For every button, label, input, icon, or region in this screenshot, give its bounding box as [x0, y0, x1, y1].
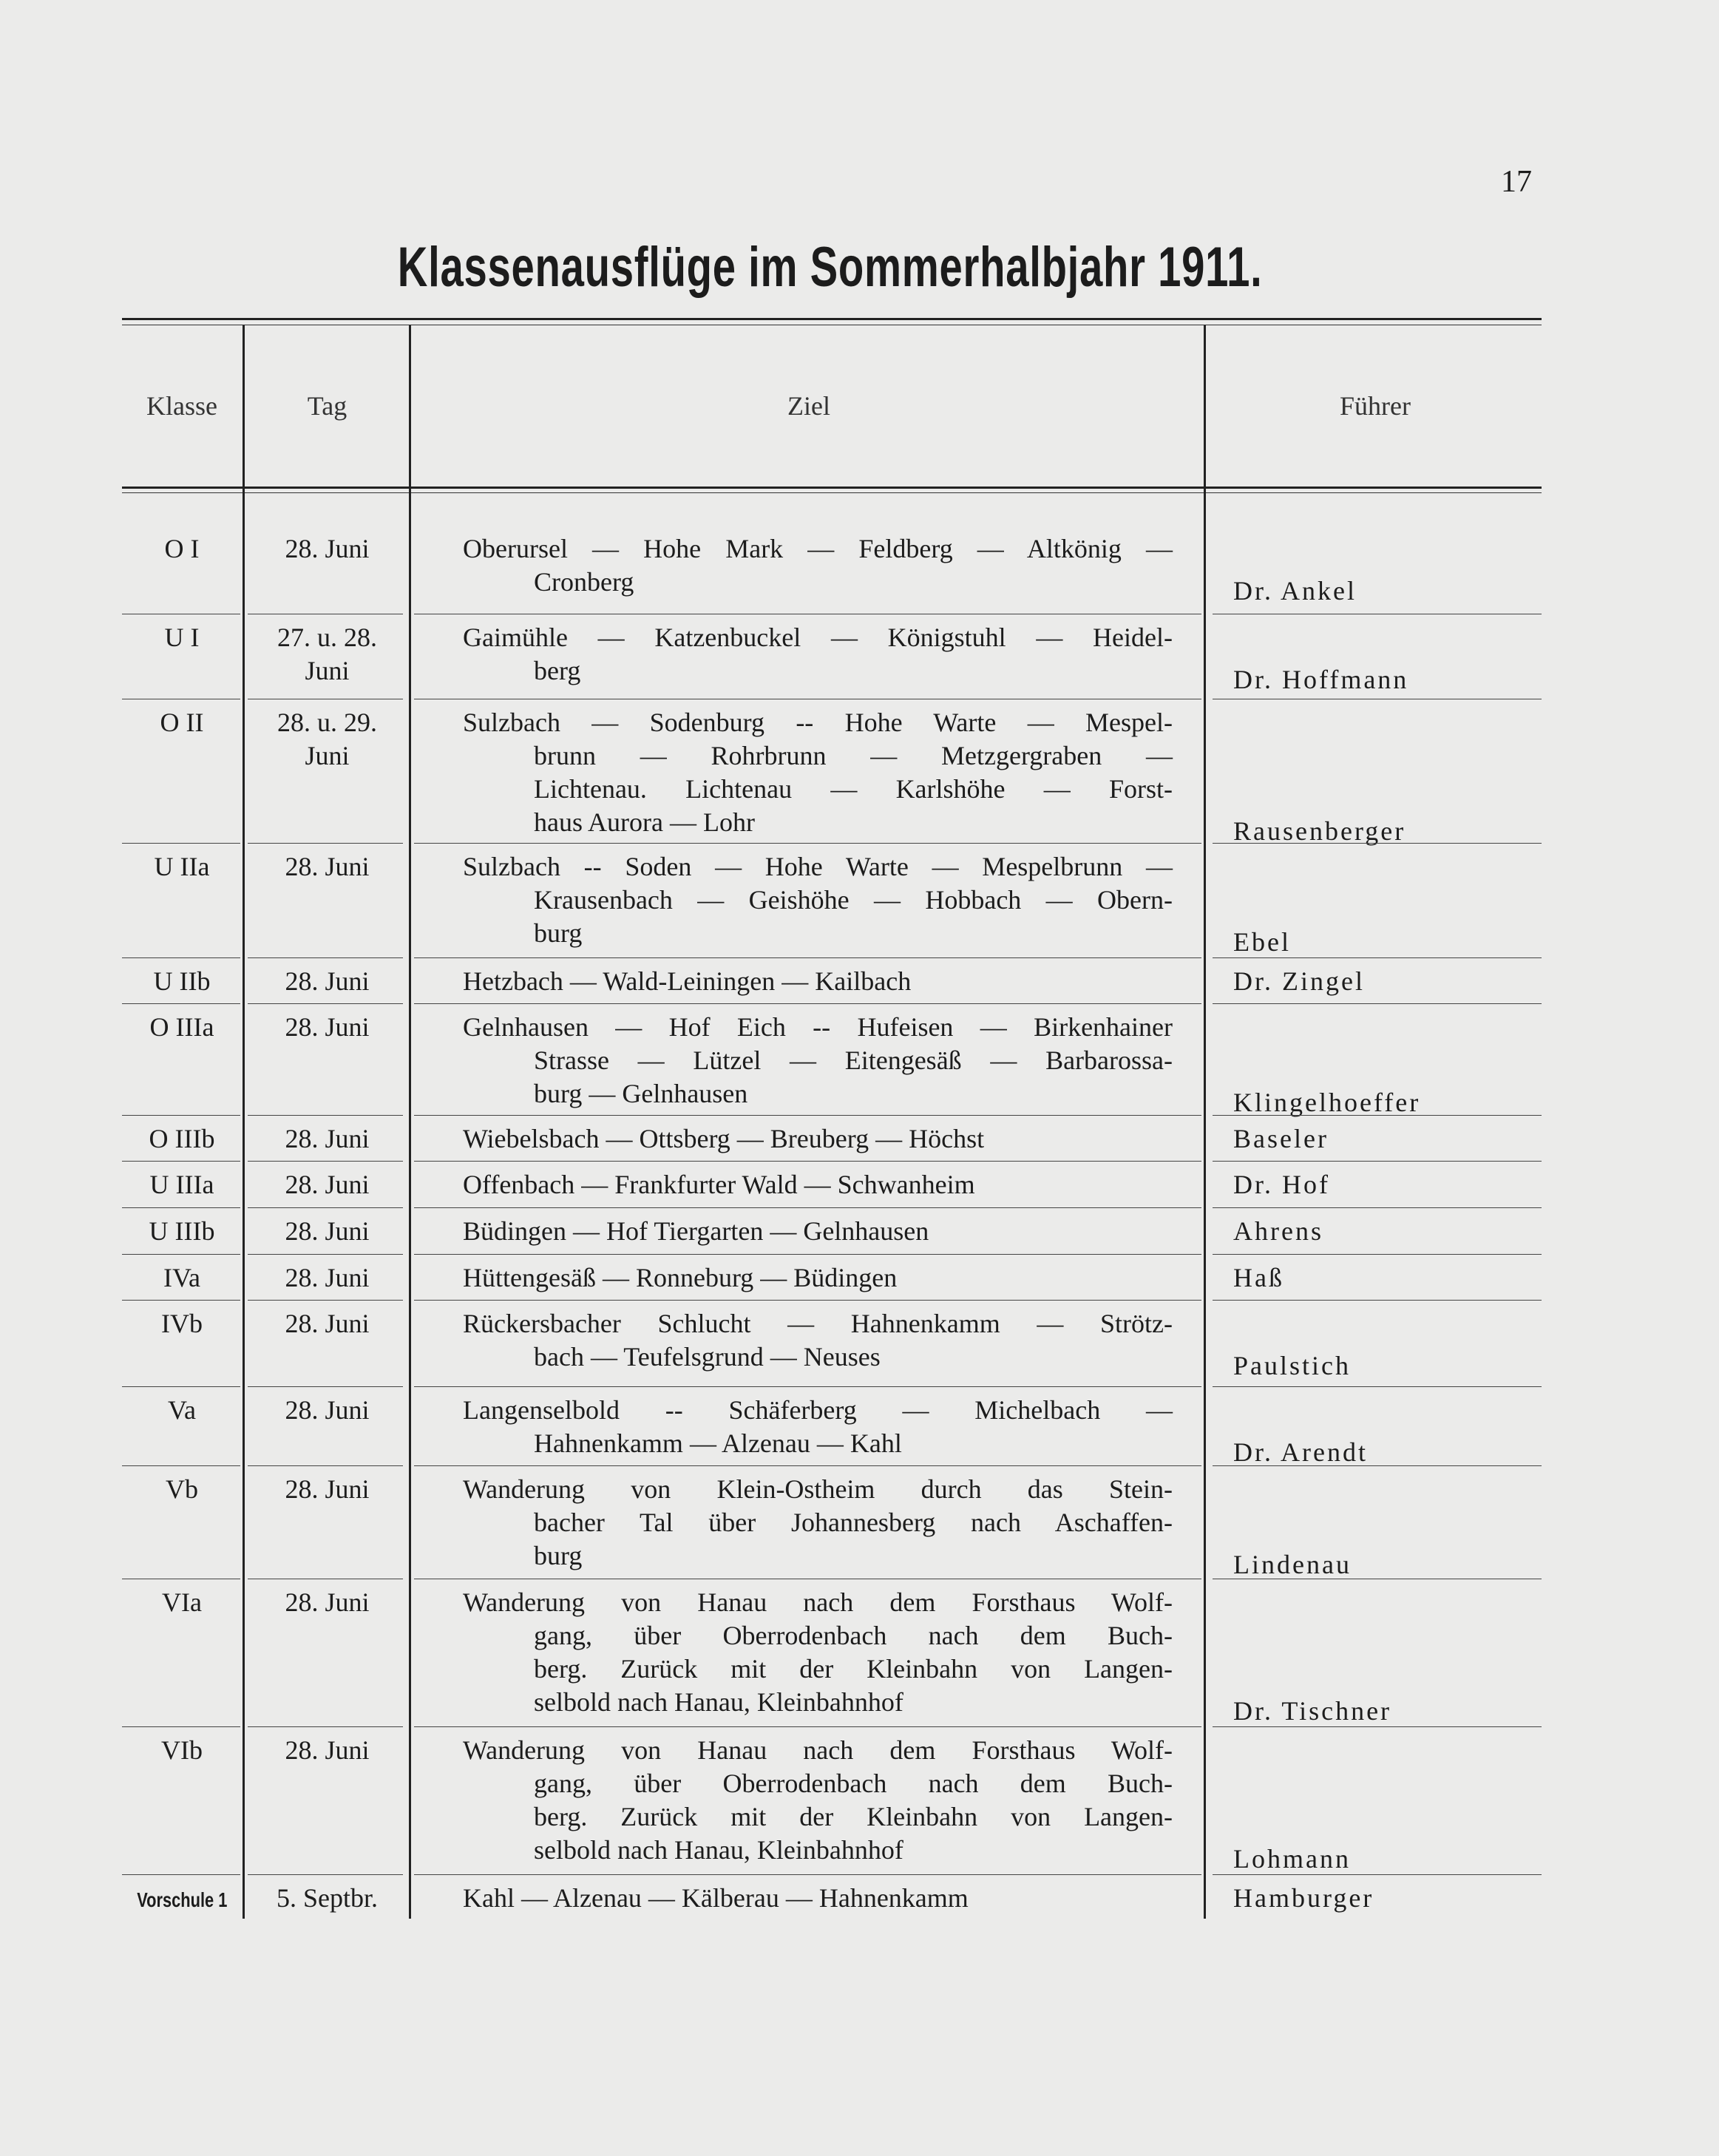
row-separator [1213, 1003, 1542, 1004]
ziel-line: Krausenbach — Geishöhe — Hobbach — Obern- [534, 885, 1173, 915]
row-separator [122, 1207, 240, 1208]
row-fuehrer: Dr. Hof [1233, 1170, 1330, 1199]
klasse-text: IVb [161, 1309, 203, 1338]
row-ziel [463, 706, 1173, 839]
row-klasse [122, 1011, 242, 1044]
ziel-line: Wanderung von Hanau nach dem Forsthaus Wolf- [463, 1587, 1173, 1617]
row-separator [1213, 1161, 1542, 1162]
row-klasse [122, 1215, 242, 1248]
row-fuehrer: Ahrens [1233, 1216, 1323, 1246]
ziel-line: haus Aurora — Lohr [534, 807, 755, 837]
klasse-text: Vb [166, 1474, 198, 1504]
header-klasse: Klasse [146, 391, 217, 421]
klasse-text: Va [168, 1395, 196, 1425]
row-separator [1213, 1115, 1542, 1116]
row-separator [414, 1465, 1201, 1466]
row-separator [414, 1254, 1201, 1255]
klasse-text: O II [160, 708, 204, 737]
tag-line: 28. Juni [285, 1735, 370, 1765]
header-ziel: Ziel [787, 391, 830, 421]
klasse-text: U IIa [154, 852, 210, 881]
row-fuehrer: Haß [1233, 1263, 1284, 1292]
ziel-line: Gelnhausen — Hof Eich -- Hufeisen — Birkenhainer [463, 1012, 1173, 1042]
tag-line: 28. Juni [285, 852, 370, 881]
row-separator [122, 843, 240, 844]
row-separator [248, 957, 403, 958]
row-tag [251, 1011, 403, 1044]
row-klasse [122, 1307, 242, 1340]
ziel-line: Sulzbach -- Soden — Hohe Warte — Mespelbrunn — [463, 852, 1173, 881]
row-separator [122, 1254, 240, 1255]
row-klasse [122, 1394, 242, 1427]
row-ziel [463, 1168, 1173, 1201]
row-fuehrer: Klingelhoeffer [1233, 1088, 1421, 1117]
row-separator [414, 1207, 1201, 1208]
row-klasse [122, 1122, 242, 1156]
ziel-line: Hetzbach — Wald-Leiningen — Kailbach [463, 966, 912, 996]
klasse-text: IVa [163, 1263, 200, 1292]
ziel-line: Offenbach — Frankfurter Wald — Schwanheim [463, 1170, 975, 1199]
row-tag [251, 1473, 403, 1506]
row-separator [122, 1465, 240, 1466]
row-separator [414, 1115, 1201, 1116]
row-fuehrer: Rausenberger [1233, 816, 1406, 846]
ziel-line: Büdingen — Hof Tiergarten — Gelnhausen [463, 1216, 929, 1246]
ziel-line: Sulzbach — Sodenburg -- Hohe Warte — Mespel- [463, 708, 1173, 737]
ziel-line: Gaimühle — Katzenbuckel — Königstuhl — Heidel- [463, 623, 1173, 652]
ziel-line: berg [534, 656, 581, 685]
row-separator [1213, 1386, 1542, 1387]
row-ziel [463, 1261, 1173, 1295]
row-separator [1213, 843, 1542, 844]
row-tag [251, 1586, 403, 1619]
page-title: Klassenausflüge im Sommerhalbjahr 1911. [397, 236, 1263, 299]
row-separator [1213, 957, 1542, 958]
row-ziel [463, 1734, 1173, 1867]
row-klasse [122, 1882, 242, 1916]
row-tag [251, 850, 403, 884]
row-fuehrer: Paulstich [1233, 1351, 1351, 1380]
row-klasse [122, 706, 242, 739]
ziel-line: gang, über Oberrodenbach nach dem Buch- [534, 1621, 1173, 1650]
row-separator [122, 1874, 240, 1875]
tag-line: 28. Juni [285, 1216, 370, 1246]
row-separator [414, 1003, 1201, 1004]
tag-line: 27. u. 28. [277, 623, 377, 652]
klasse-text: Vorschule 1 [136, 1888, 228, 1911]
column-divider-ziel [1204, 325, 1206, 1919]
row-separator [122, 1300, 240, 1301]
klasse-text: VIa [162, 1587, 202, 1617]
row-tag [251, 1882, 403, 1915]
ziel-line: berg. Zurück mit der Kleinbahn von Langen- [534, 1654, 1173, 1684]
klasse-text: U IIb [153, 966, 211, 996]
row-separator [122, 1161, 240, 1162]
row-separator [248, 1465, 403, 1466]
row-separator [414, 1874, 1201, 1875]
row-fuehrer: Dr. Zingel [1233, 966, 1365, 996]
row-ziel [463, 965, 1173, 998]
klasse-text: U IIIb [149, 1216, 215, 1246]
row-separator [122, 1386, 240, 1387]
header-tag: Tag [307, 391, 347, 421]
row-separator [414, 1386, 1201, 1387]
row-ziel [463, 1011, 1173, 1111]
ziel-line: berg. Zurück mit der Kleinbahn von Langen- [534, 1802, 1173, 1831]
row-klasse [122, 965, 242, 998]
row-klasse [122, 1168, 242, 1201]
row-tag [251, 706, 403, 773]
ziel-line: selbold nach Hanau, Kleinbahnhof [534, 1835, 903, 1865]
row-klasse [122, 1261, 242, 1295]
row-klasse [122, 850, 242, 884]
tag-line: 5. Septbr. [276, 1883, 378, 1913]
row-klasse [122, 1734, 242, 1767]
klasse-text: VIb [161, 1735, 203, 1765]
ziel-line: burg [534, 918, 583, 948]
tag-line: 28. Juni [285, 534, 370, 563]
ziel-line: Langenselbold -- Schäferberg — Michelbach — [463, 1395, 1173, 1425]
ziel-line: Wiebelsbach — Ottsberg — Breuberg — Höchst [463, 1124, 985, 1153]
ziel-line: burg — Gelnhausen [534, 1079, 748, 1108]
row-fuehrer: Dr. Tischner [1233, 1696, 1392, 1726]
row-separator [1213, 1207, 1542, 1208]
row-ziel [463, 1215, 1173, 1248]
row-separator [414, 1161, 1201, 1162]
row-separator [122, 1726, 240, 1727]
row-fuehrer: Dr. Hoffmann [1233, 665, 1409, 694]
tag-line: 28. Juni [285, 966, 370, 996]
row-separator [122, 957, 240, 958]
row-ziel [463, 1473, 1173, 1573]
row-klasse [122, 532, 242, 566]
row-separator [248, 843, 403, 844]
row-separator [414, 843, 1201, 844]
row-separator [248, 1874, 403, 1875]
ziel-line: bacher Tal über Johannesberg nach Aschaffen- [534, 1508, 1173, 1537]
ziel-line: Wanderung von Klein-Ostheim durch das Stein- [463, 1474, 1173, 1504]
klasse-text: O IIIb [149, 1124, 215, 1153]
row-separator [248, 1161, 403, 1162]
row-separator [248, 1726, 403, 1727]
row-separator [248, 1207, 403, 1208]
row-separator [1213, 1726, 1542, 1727]
klasse-text: O I [164, 534, 200, 563]
row-tag [251, 1168, 403, 1201]
tag-line: 28. Juni [285, 1587, 370, 1617]
klasse-text: O IIIa [149, 1012, 214, 1042]
column-divider-tag [409, 325, 411, 1919]
ziel-line: Hüttengesäß — Ronneburg — Büdingen [463, 1263, 898, 1292]
row-separator [122, 1003, 240, 1004]
ziel-line: bach — Teufelsgrund — Neuses [534, 1342, 881, 1372]
ziel-line: Hahnenkamm — Alzenau — Kahl [534, 1428, 902, 1458]
row-fuehrer: Ebel [1233, 927, 1291, 957]
ziel-line: Oberursel — Hohe Mark — Feldberg — Altkönig — [463, 534, 1173, 563]
row-separator [248, 1300, 403, 1301]
row-separator [1213, 1874, 1542, 1875]
ziel-line: Cronberg [534, 567, 634, 597]
row-klasse [122, 621, 242, 654]
klasse-text: U I [164, 623, 200, 652]
row-tag [251, 965, 403, 998]
tag-line: 28. Juni [285, 1474, 370, 1504]
ziel-line: selbold nach Hanau, Kleinbahnhof [534, 1687, 903, 1717]
ziel-line: Kahl — Alzenau — Kälberau — Hahnenkamm [463, 1883, 969, 1913]
row-tag [251, 1307, 403, 1340]
ziel-line: Wanderung von Hanau nach dem Forsthaus Wolf- [463, 1735, 1173, 1765]
row-fuehrer: Hamburger [1233, 1883, 1374, 1913]
row-separator [414, 1726, 1201, 1727]
row-ziel [463, 1394, 1173, 1460]
table-top-rule [122, 318, 1542, 325]
ziel-line: brunn — Rohrbrunn — Metzgergraben — [534, 741, 1173, 770]
row-separator [414, 957, 1201, 958]
tag-line: 28. u. 29. [277, 708, 377, 737]
header-fuehrer: Führer [1340, 391, 1411, 421]
tag-line: 28. Juni [285, 1263, 370, 1292]
row-fuehrer: Lindenau [1233, 1550, 1352, 1579]
table-header-rule [122, 487, 1542, 493]
row-tag [251, 1215, 403, 1248]
row-tag [251, 1734, 403, 1767]
row-ziel [463, 1586, 1173, 1719]
row-fuehrer: Lohmann [1233, 1844, 1351, 1874]
row-klasse [122, 1473, 242, 1506]
row-separator [248, 1003, 403, 1004]
row-fuehrer: Dr. Arendt [1233, 1437, 1368, 1467]
row-separator [248, 1386, 403, 1387]
row-fuehrer: Dr. Ankel [1233, 576, 1357, 606]
tag-line: 28. Juni [285, 1309, 370, 1338]
row-separator [122, 1115, 240, 1116]
row-tag [251, 532, 403, 566]
row-tag [251, 621, 403, 688]
row-ziel [463, 1882, 1173, 1915]
ziel-line: gang, über Oberrodenbach nach dem Buch- [534, 1769, 1173, 1798]
tag-line: 28. Juni [285, 1012, 370, 1042]
column-divider-klasse [243, 325, 245, 1919]
tag-line: Juni [305, 656, 350, 685]
row-separator [248, 1115, 403, 1116]
row-klasse [122, 1586, 242, 1619]
row-separator [414, 1300, 1201, 1301]
page-number: 17 [1501, 165, 1532, 199]
row-ziel [463, 1307, 1173, 1374]
tag-line: 28. Juni [285, 1170, 370, 1199]
row-tag [251, 1122, 403, 1156]
row-tag [251, 1261, 403, 1295]
ziel-line: Lichtenau. Lichtenau — Karlshöhe — Forst- [534, 774, 1173, 804]
row-separator [1213, 1254, 1542, 1255]
row-separator [248, 1254, 403, 1255]
row-separator [1213, 1465, 1542, 1466]
ziel-line: Strasse — Lützel — Eitengesäß — Barbarossa- [534, 1045, 1173, 1075]
tag-line: 28. Juni [285, 1124, 370, 1153]
tag-line: Juni [305, 741, 350, 770]
row-fuehrer: Baseler [1233, 1124, 1329, 1153]
row-ziel [463, 532, 1173, 599]
klasse-text: U IIIa [149, 1170, 214, 1199]
tag-line: 28. Juni [285, 1395, 370, 1425]
row-separator [1213, 1300, 1542, 1301]
row-ziel [463, 621, 1173, 688]
ziel-line: Rückersbacher Schlucht — Hahnenkamm — Strötz- [463, 1309, 1173, 1338]
row-tag [251, 1394, 403, 1427]
ziel-line: burg [534, 1541, 583, 1570]
row-ziel [463, 1122, 1173, 1156]
row-ziel [463, 850, 1173, 950]
